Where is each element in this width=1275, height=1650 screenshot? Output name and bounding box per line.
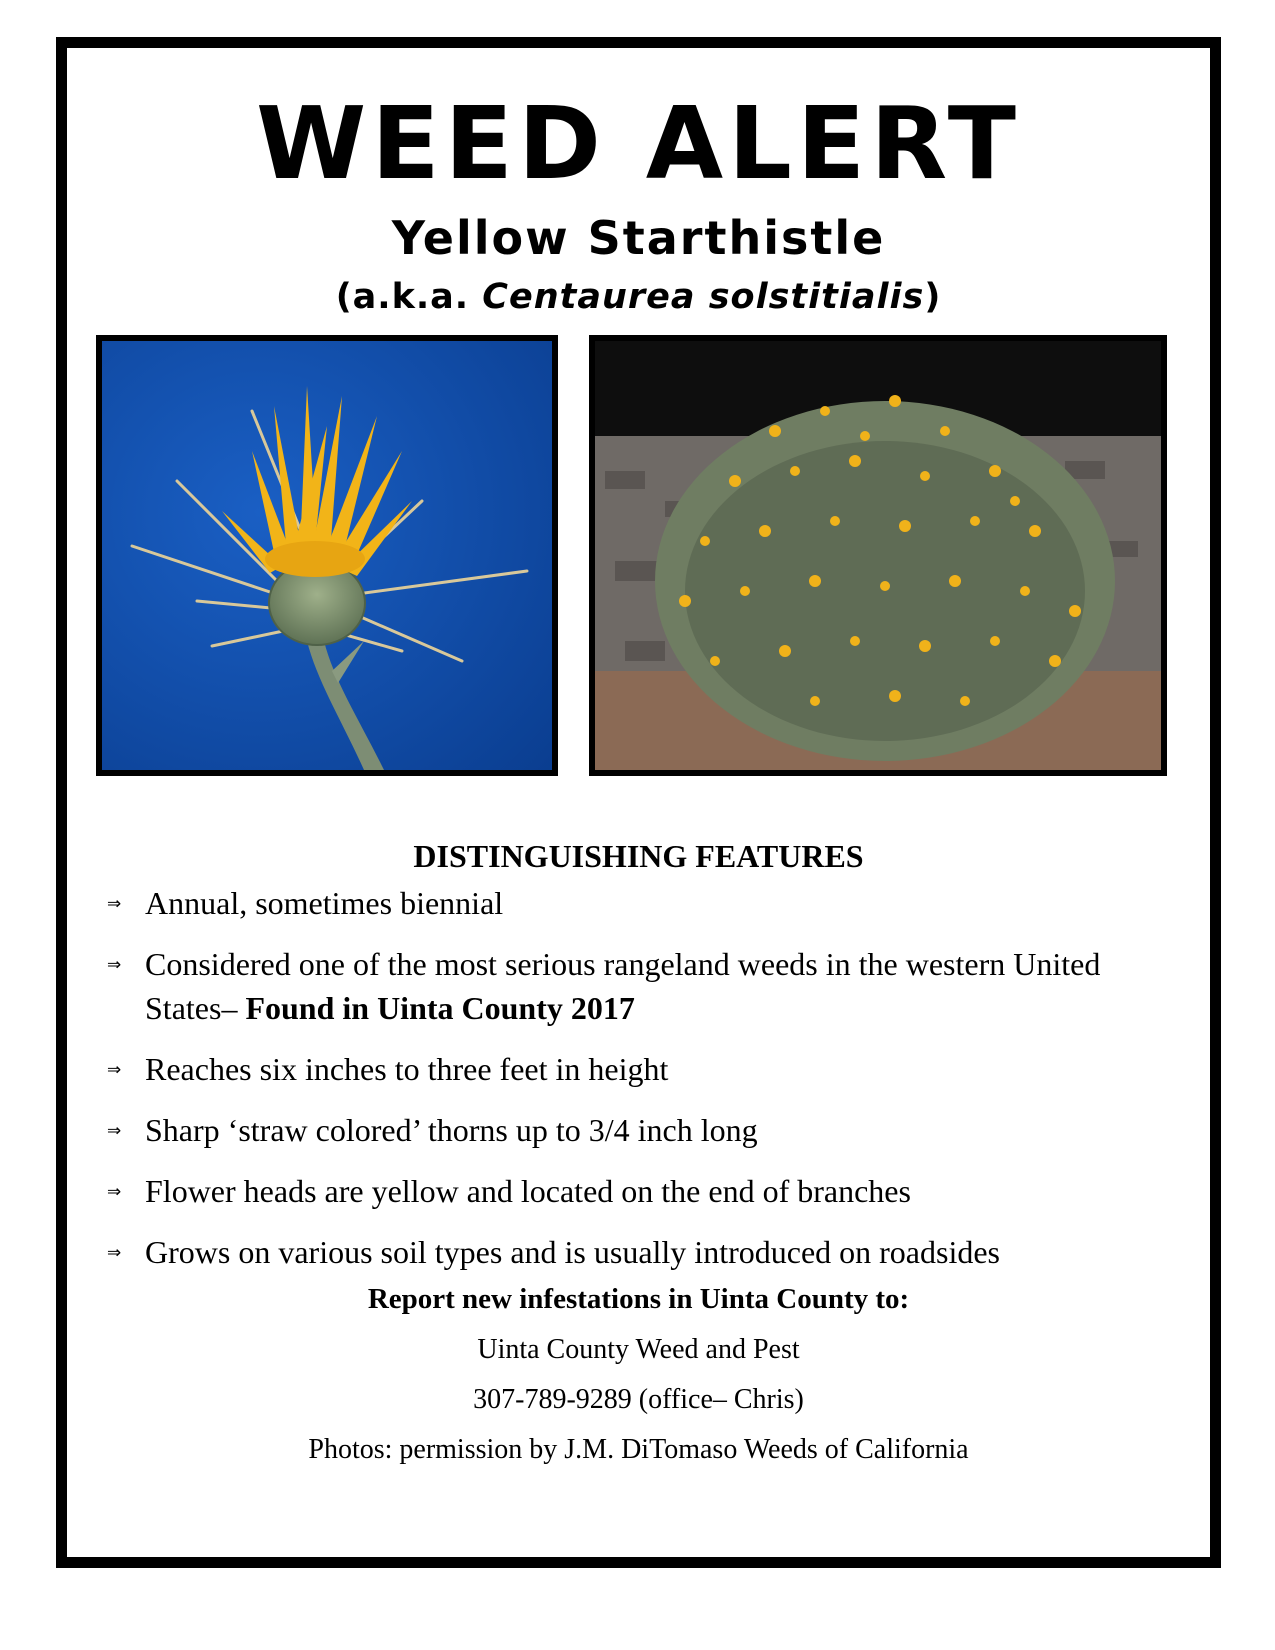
feature-text: Reaches six inches to three feet in height — [145, 1051, 669, 1087]
thistle-flower-closeup-photo — [96, 335, 558, 776]
contact-phone: 307-789-9289 (office– Chris) — [473, 1384, 804, 1415]
feature-text: Grows on various soil types and is usually introduced on roadsides — [145, 1234, 1000, 1270]
plant-bush-illustration — [595, 341, 1161, 770]
feature-item — [103, 942, 1153, 1030]
feature-text: Sharp ‘straw colored’ thorns up to 3/4 inch long — [145, 1112, 758, 1148]
feature-item — [103, 1230, 1153, 1274]
double-arrow-right-icon: ⇒ — [107, 1182, 122, 1202]
flower-closeup-illustration — [102, 341, 552, 770]
double-arrow-right-icon: ⇒ — [107, 955, 122, 975]
aka-prefix: (a.k.a. — [335, 277, 483, 317]
double-arrow-right-icon: ⇒ — [107, 894, 122, 914]
poster-title: WEED ALERT — [256, 85, 1021, 202]
feature-text: Annual, sometimes biennial — [145, 885, 504, 921]
feature-text: Flower heads are yellow and located on the end of branches — [145, 1173, 911, 1209]
scientific-name: Centaurea solstitialis — [482, 277, 925, 317]
feature-text: Considered one of the most serious rangeland weeds in the western United States– — [145, 946, 1101, 1026]
common-name: Yellow Starthistle — [391, 211, 886, 265]
feature-item — [103, 1108, 1153, 1152]
aka-suffix: ) — [924, 277, 942, 317]
double-arrow-right-icon: ⇒ — [107, 1121, 122, 1141]
double-arrow-right-icon: ⇒ — [107, 1060, 122, 1080]
feature-item — [103, 881, 1153, 925]
features-list — [103, 881, 1153, 1291]
features-heading: DISTINGUISHING FEATURES — [413, 838, 864, 874]
scientific-name-line — [67, 277, 1210, 317]
feature-highlight: Found in Uinta County 2017 — [245, 990, 635, 1026]
contact-organization: Uinta County Weed and Pest — [477, 1334, 800, 1365]
thistle-plant-bush-photo — [589, 335, 1167, 776]
photo-credit: Photos: permission by J.M. DiTomaso Weeds of California — [308, 1434, 969, 1465]
poster-frame — [56, 37, 1221, 1568]
double-arrow-right-icon: ⇒ — [107, 1243, 122, 1263]
feature-item — [103, 1169, 1153, 1213]
feature-item — [103, 1047, 1153, 1091]
report-heading: Report new infestations in Uinta County to: — [367, 1283, 910, 1315]
